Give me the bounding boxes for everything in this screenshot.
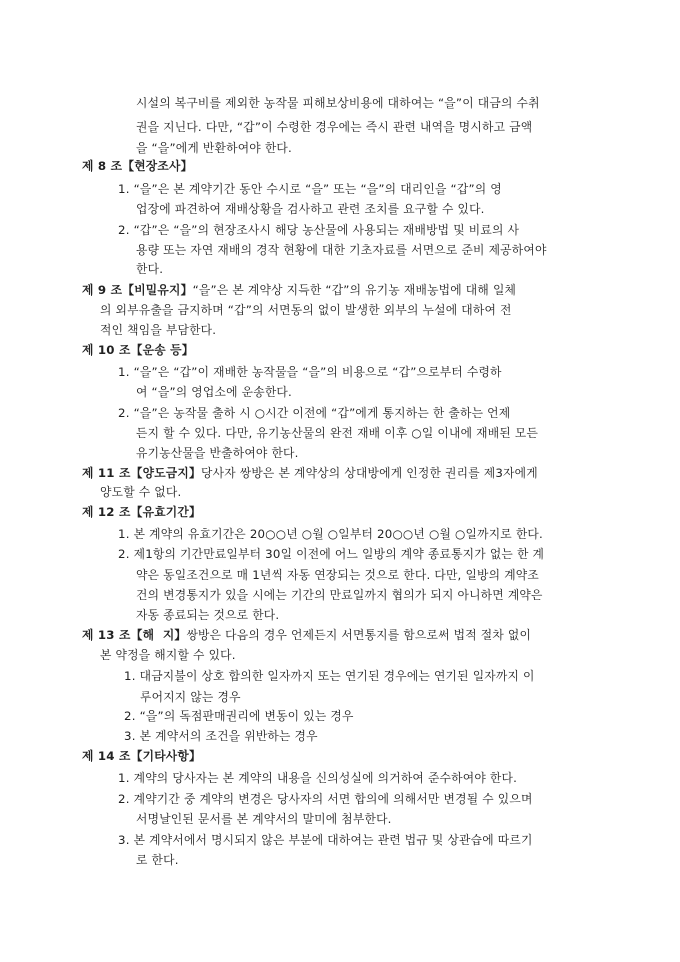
paragraph-line: 용량 또는 자연 재배의 경작 현황에 대한 기초자료를 서면으로 준비 제공하여야 — [136, 243, 547, 257]
list-item: 2. 계약기간 중 계약의 변경은 당사자의 서면 합의에 의해서만 변경될 수 있으며 — [118, 792, 533, 806]
paragraph-line: 여 “을”의 영업소에 운송한다. — [136, 385, 292, 399]
article-11-line — [82, 463, 538, 483]
list-item: 1. “을”은 본 계약기간 동안 수시로 “을” 또는 “을”의 대리인을 “갑”의 영 — [118, 182, 502, 196]
list-item: 3. 본 계약서의 조건을 위반하는 경우 — [124, 729, 318, 743]
article-11-heading: 제 11 조【양도금지】 — [82, 466, 201, 480]
paragraph-line: 로 한다. — [136, 853, 179, 867]
paragraph-line: 약은 동일조건으로 매 1년씩 자동 연장되는 것으로 한다. 다만, 일방의 계약조 — [136, 568, 539, 582]
paragraph-line: 시설의 복구비를 제외한 농작물 피해보상비용에 대하여는 “을”이 대금의 수취 — [136, 96, 540, 110]
article-8-heading: 제 8 조【현장조사】 — [82, 159, 193, 173]
list-item: 2. “을”은 농작물 출하 시 ○시간 이전에 “갑”에게 통지하는 한 출하는 언제 — [118, 406, 511, 420]
article-9-heading: 제 9 조【비밀유지】 — [82, 283, 193, 297]
paragraph-line: 건의 변경통지가 있을 시에는 기간의 만료일까지 협의가 되지 아니하면 계약은 — [136, 588, 543, 602]
article-13-text: 쌍방은 다음의 경우 언제든지 서면통지를 함으로써 법적 절차 없이 — [186, 628, 532, 642]
paragraph-line: 을 “을”에게 반환하여야 한다. — [136, 141, 292, 155]
paragraph-line: 권을 지닌다. 다만, “갑”이 수령한 경우에는 즉시 관련 내역을 명시하고 금액 — [136, 120, 533, 134]
paragraph-line: 본 약정을 해지할 수 있다. — [100, 648, 236, 662]
article-9-text: “을”은 본 계약상 지득한 “갑”의 유기농 재배농법에 대해 일체 — [192, 283, 517, 297]
article-11-text: 당사자 쌍방은 본 계약상의 상대방에게 인정한 권리를 제3자에게 — [201, 466, 538, 480]
list-item: 1. “을”은 “갑”이 재배한 농작물을 “을”의 비용으로 “갑”으로부터 수령하 — [118, 365, 502, 379]
list-item: 3. 본 계약서에서 명시되지 않은 부분에 대하여는 관련 법규 및 상관습에 따르기 — [118, 833, 533, 847]
list-item: 2. 제1항의 기간만료일부터 30일 이전에 어느 일방의 계약 종료통지가 없는 한 계 — [118, 547, 545, 561]
list-item: 1. 본 계약의 유효기간은 20○○년 ○월 ○일부터 20○○년 ○월 ○일까지로 한다. — [118, 527, 543, 541]
article-13-line — [82, 625, 531, 645]
list-item: 2. “을”의 독점판매권리에 변동이 있는 경우 — [124, 709, 354, 723]
article-13-heading: 제 13 조【해 지】 — [82, 628, 187, 642]
paragraph-line: 의 외부유출을 금지하며 “갑”의 서면동의 없이 발생한 외부의 누설에 대하여 전 — [100, 303, 512, 317]
article-9-line — [82, 280, 516, 300]
paragraph-line: 유기농산물을 반출하여야 한다. — [136, 446, 299, 460]
list-item: 1. 대금지불이 상호 합의한 일자까지 또는 연기된 경우에는 연기된 일자까지 이 — [124, 669, 535, 683]
paragraph-line: 든지 할 수 있다. 다만, 유기농산물의 완전 재배 이후 ○일 이내에 재배된 모든 — [136, 426, 539, 440]
paragraph-line: 한다. — [136, 262, 164, 276]
paragraph-line: 양도할 수 없다. — [100, 485, 182, 499]
list-item: 2. “갑”은 “을”의 현장조사시 해당 농산물에 사용되는 재배방법 및 비료의 사 — [118, 223, 520, 237]
paragraph-line: 서명날인된 문서를 본 계약서의 말미에 첨부한다. — [136, 812, 392, 826]
paragraph-line: 업장에 파견하여 재배상황을 검사하고 관련 조치를 요구할 수 있다. — [136, 202, 485, 216]
list-item: 1. 계약의 당사자는 본 계약의 내용을 신의성실에 의거하여 준수하여야 한다. — [118, 771, 518, 785]
article-14-heading: 제 14 조【기타사항】 — [82, 749, 201, 763]
paragraph-line: 적인 책임을 부담한다. — [100, 323, 217, 337]
paragraph-line: 자동 종료되는 것으로 한다. — [136, 608, 280, 622]
paragraph-line: 루어지지 않는 경우 — [140, 690, 241, 704]
article-10-heading: 제 10 조【운송 등】 — [82, 343, 194, 357]
article-12-heading: 제 12 조【유효기간】 — [82, 505, 201, 519]
